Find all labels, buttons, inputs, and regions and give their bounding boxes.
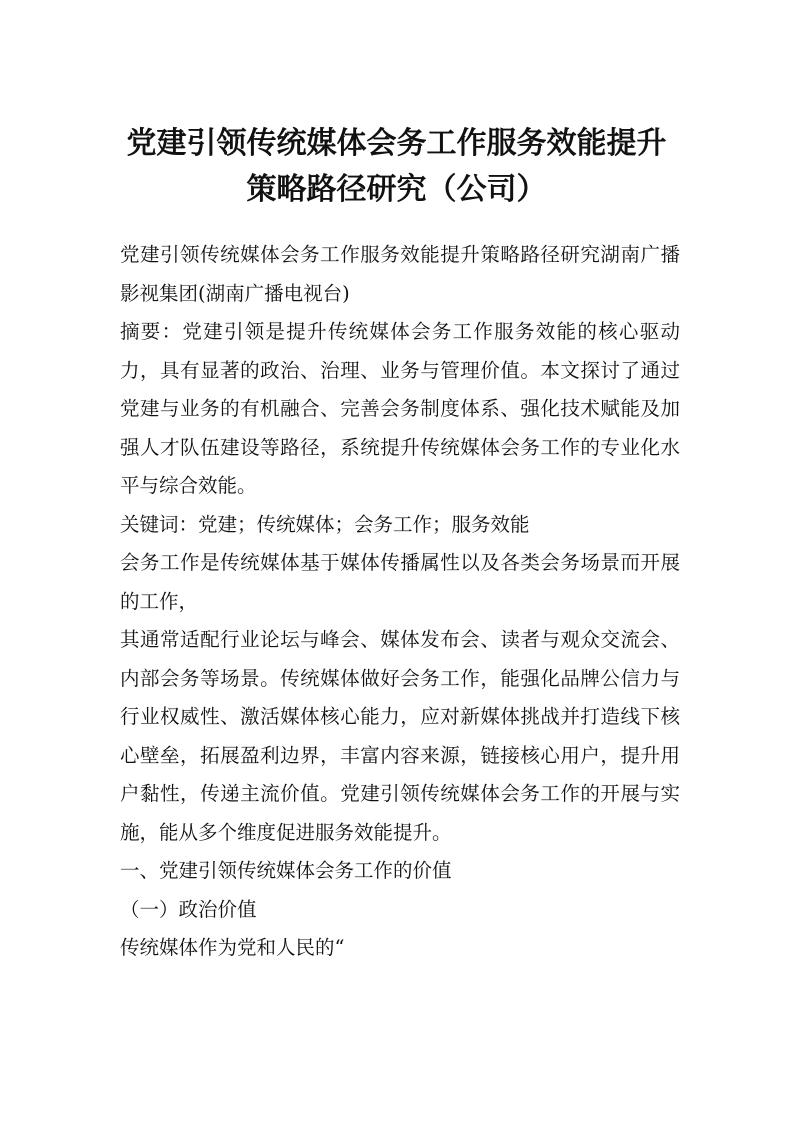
subsection-heading-1: （一）政治价值 [120,897,257,921]
abstract-paragraph: 摘要：党建引领是提升传统媒体会务工作服务效能的核心驱动力，具有显著的政治、治理、业务与管理价值。本文探讨了通过党建与业务的有机融合、完善会务制度体系、强化技术赋能及加强人才队伍建设等路径，系统提升传统媒体会务工作的专业化水平与综合效能。 [120,320,680,497]
document-title-line-1: 党建引领传统媒体会务工作服务效能提升 [126,126,667,161]
keywords-paragraph: 关键词：党建；传统媒体；会务工作；服务效能 [120,512,530,536]
political-value-paragraph: 传统媒体作为党和人民的“ [120,936,345,959]
document-title-line-2: 策略路径研究（公司） [246,172,547,207]
document-body [120,236,680,968]
intro-paragraph-2: 其通常适配行业论坛与峰会、媒体发布会、读者与观众交流会、内部会务等场景。传统媒体做好会务工作，能强化品牌公信力与行业权威性、激活媒体核心能力，应对新媒体挑战并打造线下核心壁垒，拓展盈利边界，丰富内容来源，链接核心用户，提升用户黏性，传递主流价值。党建引领传统媒体会务工作的开展与实施，能从多个维度促进服务效能提升。 [120,628,680,844]
author-affiliation-paragraph: 党建引领传统媒体会务工作服务效能提升策略路径研究湖南广播影视集团(湖南广播电视台) [120,243,680,305]
section-heading-1: 一、党建引领传统媒体会务工作的价值 [120,859,452,882]
intro-paragraph-1: 会务工作是传统媒体基于媒体传播属性以及各类会务场景而开展的工作， [120,551,680,613]
